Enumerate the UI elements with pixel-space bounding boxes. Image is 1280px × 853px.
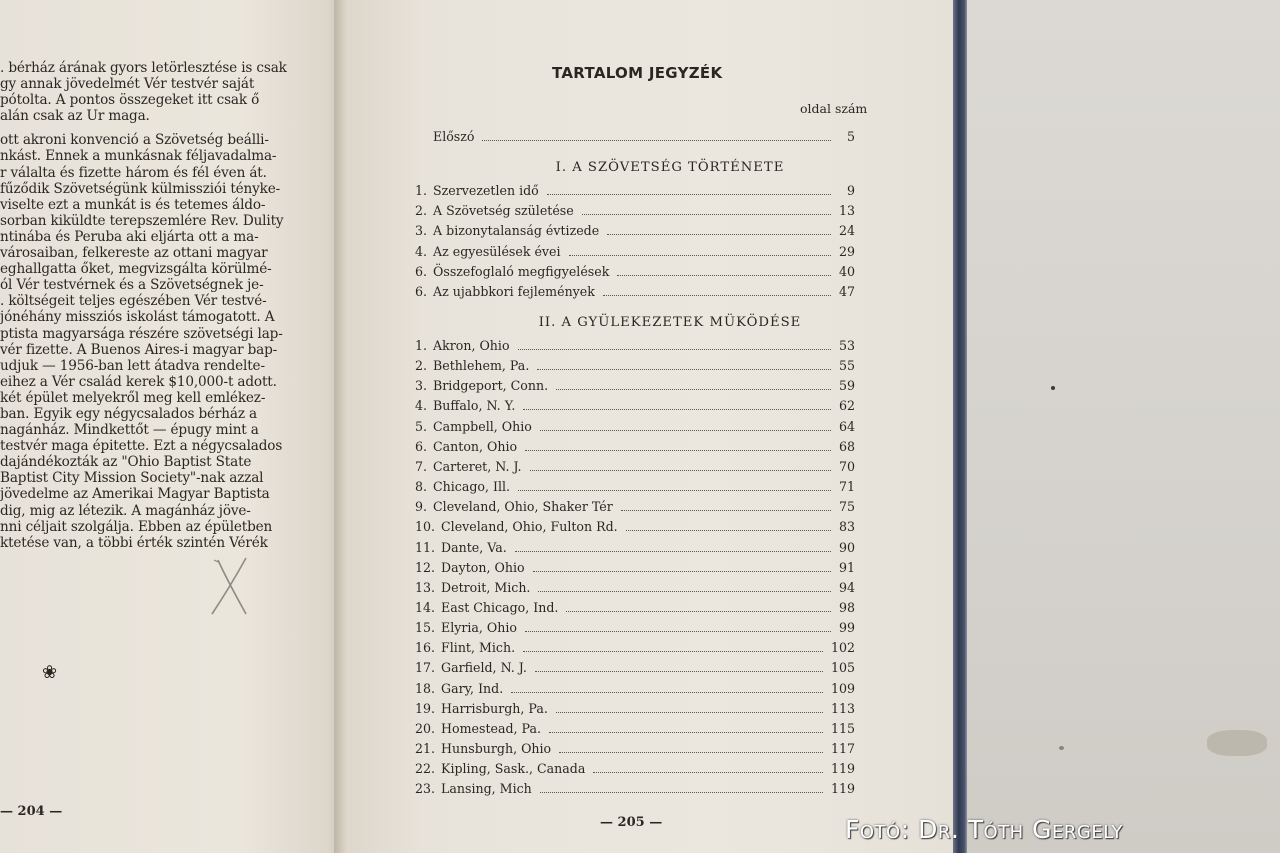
toc-entry-title: Canton, Ohio xyxy=(433,438,518,454)
dot-leader xyxy=(511,691,823,693)
toc-entry xyxy=(415,660,855,678)
text-line: Baptist City Mission Society"-nak azzal xyxy=(0,470,264,487)
text-line: ban. Egyik egy négycsalados bérház a xyxy=(0,405,257,422)
toc-entry-number: 4. xyxy=(415,398,428,414)
toc-entry-title: Cleveland, Ohio, Fulton Rd. xyxy=(441,519,618,535)
toc-entry-title: Lansing, Mich xyxy=(441,781,532,797)
text-line: eghallgatta őket, megvizsgálta körülmé- xyxy=(0,261,272,278)
toc-entry-number: 11. xyxy=(415,539,436,555)
toc-entry-page: 119 xyxy=(830,761,855,777)
toc-entry xyxy=(415,761,855,779)
dot-leader xyxy=(518,489,831,491)
text-line: városaiban, felkereste az ottani magyar xyxy=(0,245,268,262)
section-heading-1: I. A SZÖVETSÉG TÖRTÉNETE xyxy=(555,160,785,175)
toc-entry xyxy=(415,600,855,618)
toc-entry-page: 59 xyxy=(838,378,855,394)
toc-entry xyxy=(415,419,855,437)
toc-entry xyxy=(415,620,855,638)
toc-entry-title: Dayton, Ohio xyxy=(441,559,525,575)
toc-entry xyxy=(415,338,855,356)
toc-entry-page: 55 xyxy=(838,358,855,374)
toc-entry xyxy=(415,264,855,282)
paragraph-gap xyxy=(0,124,300,132)
toc-entry-title: Bethlehem, Pa. xyxy=(433,358,530,374)
book-cover-edge xyxy=(953,0,967,853)
toc-entry-page: 13 xyxy=(838,203,855,219)
toc-entry xyxy=(415,499,855,517)
dot-leader xyxy=(518,348,831,350)
toc-entry-title: Flint, Mich. xyxy=(441,640,516,656)
toc-entry-title: Dante, Va. xyxy=(441,539,507,555)
toc-entry-number: 2. xyxy=(415,358,428,374)
text-line: r válalta és fizette három és fél éven át. xyxy=(0,164,267,181)
toc-entry xyxy=(415,721,855,739)
text-line: ól Vér testvérnek és a Szövetségnek je- xyxy=(0,277,264,294)
text-line: ptista magyarsága részére szövetségi lap- xyxy=(0,325,283,342)
toc-entry-number: 15. xyxy=(415,620,436,636)
toc-entry-page: 9 xyxy=(846,183,855,198)
toc-entry-title: Detroit, Mich. xyxy=(441,579,531,595)
toc-entry-number: 2. xyxy=(415,203,428,219)
text-line: fűződik Szövetségünk külmissziói tényke- xyxy=(0,180,281,197)
toc-entry xyxy=(415,640,855,658)
toc-entry-number: 6. xyxy=(415,438,428,454)
toc-entry-title: Campbell, Ohio xyxy=(433,418,532,434)
toc-entry xyxy=(415,701,855,719)
toc-entry-page: 24 xyxy=(838,223,855,239)
toc-entry xyxy=(415,540,855,558)
toc-entry-page: 75 xyxy=(838,499,855,515)
right-page-number: — 205 — xyxy=(600,815,663,830)
toc-entry-number: 18. xyxy=(415,680,436,696)
toc-entry-number: 20. xyxy=(415,720,436,736)
toc-entry-page: 119 xyxy=(830,781,855,797)
dot-leader xyxy=(626,529,831,531)
text-line: nkást. Ennek a munkásnak féljavadalma- xyxy=(0,148,277,165)
toc-entry xyxy=(415,560,855,578)
toc-entry-title: A bizonytalanság évtizede xyxy=(433,223,600,239)
text-line: jónéhány missziós iskolást támogatott. A xyxy=(0,309,275,326)
text-line: nagánház. Mindkettőt — épugy mint a xyxy=(0,422,259,439)
toc-entry-title: East Chicago, Ind. xyxy=(441,599,559,615)
toc-entry-page: 29 xyxy=(838,243,855,259)
toc-entry xyxy=(415,479,855,497)
toc-entry-number: 6. xyxy=(415,263,428,279)
toc-entry-page: 71 xyxy=(838,479,855,495)
background-surface xyxy=(967,0,1280,853)
toc-entry-number: 21. xyxy=(415,741,436,756)
toc-entry-number: 22. xyxy=(415,761,436,777)
toc-entry-title: Garfield, N. J. xyxy=(441,660,527,676)
toc-entry-title: Chicago, Ill. xyxy=(433,479,511,495)
toc-entry-title: Cleveland, Ohio, Shaker Tér xyxy=(433,499,613,515)
text-line: alán csak az Ur maga. xyxy=(0,108,150,125)
toc-entry-page: 109 xyxy=(830,680,855,696)
toc-entry-title: Hunsburgh, Ohio xyxy=(441,741,552,756)
toc-entry-number: 3. xyxy=(415,223,428,239)
toc-entry-number: 10. xyxy=(415,519,436,535)
toc-entry-title: Kipling, Sask., Canada xyxy=(441,761,586,777)
text-line: két épület melyekről meg kell emlékez- xyxy=(0,389,266,406)
dot-leader xyxy=(603,294,831,296)
toc-entry-title: Carteret, N. J. xyxy=(433,458,522,474)
dot-leader xyxy=(525,449,831,451)
toc-entry-number: 3. xyxy=(415,378,428,394)
toc-entry-page: 40 xyxy=(838,263,855,279)
toc-entry xyxy=(415,439,855,457)
toc-entry xyxy=(415,358,855,376)
toc-entry-page: 98 xyxy=(838,599,855,615)
toc-entry-number: 23. xyxy=(415,781,436,797)
toc-entry-page: 105 xyxy=(830,660,855,676)
dot-leader xyxy=(523,408,831,410)
toc-entry-number: 13. xyxy=(415,579,436,595)
toc-entry-number: 6. xyxy=(415,284,428,299)
toc-entry-page: 115 xyxy=(830,720,855,736)
toc-entry-page: 113 xyxy=(830,700,855,716)
toc-entry-number: 19. xyxy=(415,700,436,716)
toc-entry-number: 7. xyxy=(415,458,428,474)
toc-entry-page: 64 xyxy=(838,418,855,434)
toc-entry-number: 1. xyxy=(415,338,428,353)
toc-title: TARTALOM JEGYZÉK xyxy=(552,64,723,82)
toc-entry-number: 4. xyxy=(415,243,428,259)
toc-entry-page: 5 xyxy=(846,129,855,144)
dot-leader xyxy=(617,274,831,276)
toc-entry-title: Harrisburgh, Pa. xyxy=(441,700,548,716)
toc-entry-title: Buffalo, N. Y. xyxy=(433,398,516,414)
dot-leader xyxy=(523,650,823,652)
toc-entry-page: 99 xyxy=(838,620,855,636)
toc-entry-page: 117 xyxy=(830,741,855,756)
dot-leader xyxy=(593,771,823,773)
toc-entry xyxy=(415,580,855,598)
dot-leader xyxy=(525,630,831,632)
toc-entry-number: 1. xyxy=(415,183,428,198)
text-line: gy annak jövedelmét Vér testvér saját xyxy=(0,76,255,93)
text-line: . költségeit teljes egészében Vér testvé- xyxy=(0,293,267,310)
toc-entry-page: 68 xyxy=(838,438,855,454)
toc-entry-number: 9. xyxy=(415,499,428,515)
text-line: dajándékozták az "Ohio Baptist State xyxy=(0,454,252,471)
text-line: jövedelme az Amerikai Magyar Baptista xyxy=(0,486,270,503)
toc-entry-title: Bridgeport, Conn. xyxy=(433,378,549,394)
toc-entry-title: Az egyesülések évei xyxy=(433,243,561,259)
toc-entry xyxy=(415,741,855,759)
toc-entry-title: Összefoglaló megfigyelések xyxy=(433,263,610,279)
dot-leader xyxy=(569,254,831,256)
toc-entry xyxy=(415,183,855,201)
text-line: eihez a Vér család kerek $10,000-t adott. xyxy=(0,373,277,390)
text-line: ktetése van, a többi érték szintén Vérék xyxy=(0,534,268,551)
dot-leader xyxy=(540,791,823,793)
toc-entry-number: 12. xyxy=(415,559,436,575)
text-line: ntinába és Peruba aki eljárta ott a ma- xyxy=(0,228,259,245)
toc-entry-page: 70 xyxy=(838,458,855,474)
toc-entry xyxy=(415,459,855,477)
dot-leader xyxy=(537,368,831,370)
toc-entry-page: 90 xyxy=(838,539,855,555)
dot-leader xyxy=(559,751,823,753)
toc-entry xyxy=(415,203,855,221)
text-line: dig, mig az létezik. A magánház jöve- xyxy=(0,502,251,519)
text-line: . bérház árának gyors letörlesztése is csak xyxy=(0,60,287,76)
text-line: nni céljait szolgálja. Ebben az épületben xyxy=(0,518,273,535)
text-line: pótolta. A pontos összegeket itt csak ő xyxy=(0,92,260,109)
section-heading-2: II. A GYÜLEKEZETEK MÜKÖDÉSE xyxy=(538,315,802,330)
text-line: udjuk — 1956-ban lett átadva rendelte- xyxy=(0,357,265,374)
toc-entry-page: 62 xyxy=(838,398,855,414)
photo-credit-watermark: Fotó: Dr. Tóth Gergely xyxy=(845,815,1123,844)
toc-entry-number: 17. xyxy=(415,660,436,676)
toc-entry xyxy=(415,223,855,241)
toc-entry-title: Gary, Ind. xyxy=(441,680,504,696)
toc-entry-number: 5. xyxy=(415,418,428,434)
toc-entry xyxy=(415,284,855,302)
toc-entry xyxy=(415,398,855,416)
dot-leader xyxy=(607,233,831,235)
left-page-text xyxy=(0,60,300,551)
toc-entry xyxy=(415,244,855,262)
toc-entry-number: 14. xyxy=(415,599,436,615)
toc-entry-title: Homestead, Pa. xyxy=(441,720,541,736)
left-page xyxy=(0,0,345,853)
toc-entry-title: Elyria, Ohio xyxy=(441,620,517,636)
toc-entry xyxy=(415,681,855,699)
toc-entry xyxy=(415,781,855,799)
dot-leader xyxy=(549,731,823,733)
text-line: testvér maga épitette. Ezt a négycsalados xyxy=(0,438,283,455)
toc-entry-page: 91 xyxy=(838,559,855,575)
dot-leader xyxy=(538,590,831,592)
dot-leader xyxy=(547,193,831,195)
toc-entry-preface xyxy=(433,129,855,147)
toc-entry xyxy=(415,378,855,396)
dot-leader xyxy=(566,610,831,612)
toc-entry-title: Szervezetlen idő xyxy=(433,183,539,198)
toc-entry-page: 53 xyxy=(838,338,855,353)
toc-entry-page: 83 xyxy=(838,519,855,535)
toc-entry-number: 8. xyxy=(415,479,428,495)
toc-entry-number: 16. xyxy=(415,640,436,656)
text-line: ott akroni konvenció a Szövetség beálli- xyxy=(0,132,269,149)
dot-leader xyxy=(582,213,831,215)
dot-leader xyxy=(515,550,831,552)
dot-leader xyxy=(540,429,831,431)
text-line: sorban kiküldte terepszemlére Rev. Dulity xyxy=(0,212,284,229)
dot-leader xyxy=(533,570,831,572)
page-column-header: oldal szám xyxy=(800,101,868,116)
dot-leader xyxy=(621,509,831,511)
text-line: vér fizette. A Buenos Aires-i magyar bap- xyxy=(0,341,278,358)
dot-leader xyxy=(482,139,831,141)
dot-leader xyxy=(556,388,831,390)
dot-leader xyxy=(535,670,823,672)
toc-entry xyxy=(415,519,855,537)
ornament-icon: ❀ xyxy=(42,662,58,683)
left-page-number: — 204 — xyxy=(0,804,63,819)
toc-entry-title: Akron, Ohio xyxy=(433,338,510,353)
handwritten-x-mark xyxy=(210,556,250,618)
toc-entry-page: 94 xyxy=(838,579,855,595)
toc-entry-page: 47 xyxy=(838,284,855,299)
toc-entry-title: A Szövetség születése xyxy=(433,203,574,219)
text-line: viselte ezt a munkát is és tetemes áldo- xyxy=(0,196,266,213)
toc-entry-title: Az ujabbkori fejlemények xyxy=(433,284,595,299)
dot-leader xyxy=(556,711,823,713)
toc-entry-title: Előszó xyxy=(433,129,475,144)
dot-leader xyxy=(530,469,831,471)
toc-entry-page: 102 xyxy=(830,640,855,656)
